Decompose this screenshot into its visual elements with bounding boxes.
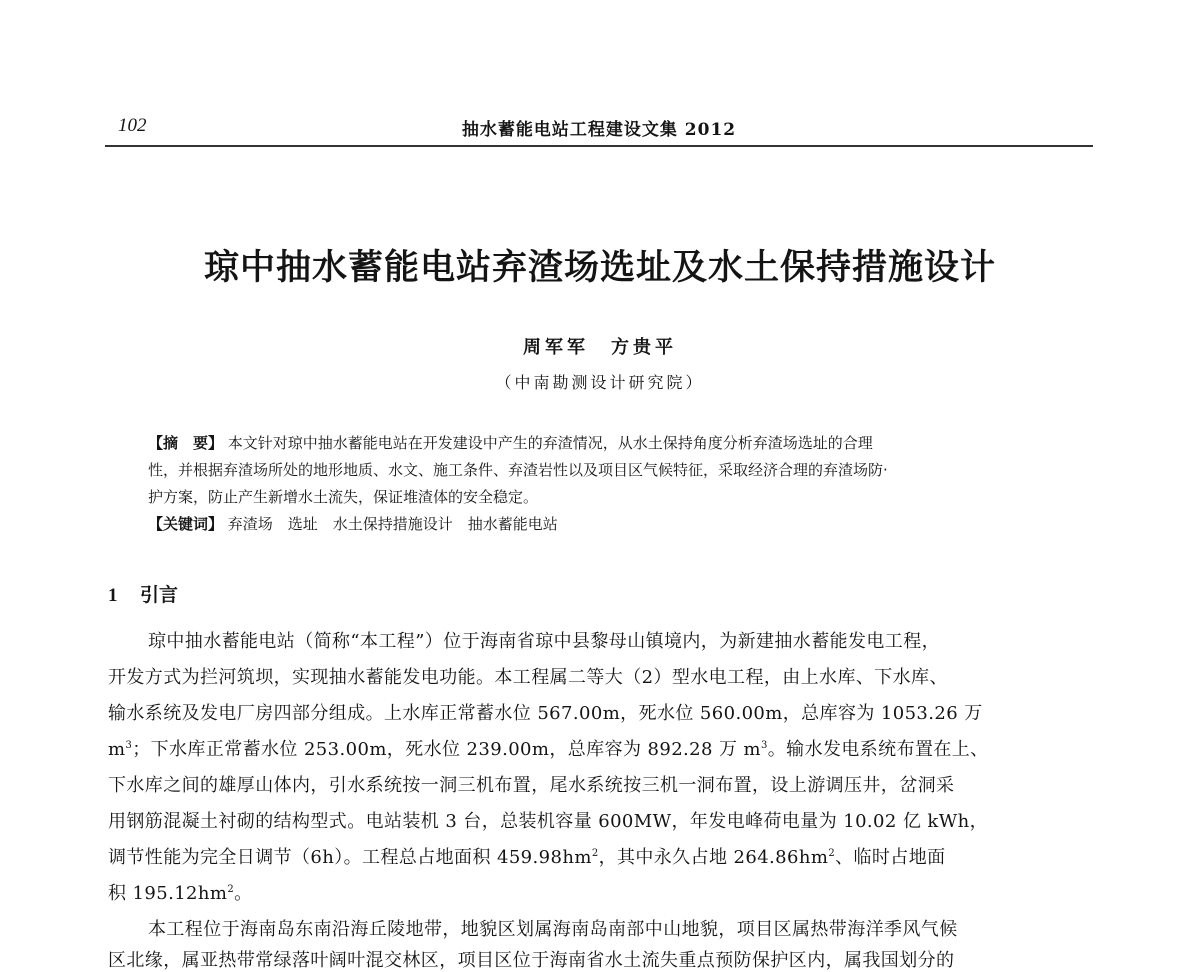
text: 、临时占地面 [835,847,946,868]
body-line: 输水系统及发电厂房四部分组成。上水库正常蓄水位 567.00m，死水位 560.00m，总库容为 1053.26 万 [108,703,983,724]
section-title: 引言 [140,584,179,606]
body-line: 下水库之间的雄厚山体内，引水系统按一洞三机布置，尾水系统按三机一洞布置，设上游调压井，岔洞采 [108,775,955,796]
journal-title: 抽水蓄能电站工程建设文集 2012 [461,120,737,140]
abstract-line-3: 护方案，防止产生新增水土流失，保证堆渣体的安全稳定。 [148,488,539,506]
superscript: 2 [828,848,836,859]
paper-title: 琼中抽水蓄能电站弃渣场选址及水土保持措施设计 [203,248,996,288]
text: ；下水库正常蓄水位 253.00m，死水位 239.00m，总库容为 892.28 万 m [132,739,761,760]
abstract-label: 【摘 要】 [148,434,224,452]
body-line [108,735,1093,761]
running-head [105,112,1093,142]
abstract-line-1 [148,430,1068,457]
abstract [148,430,1068,538]
text: ，其中永久占地 264.86hm [598,847,829,868]
affiliation: （中南勘测设计研究院） [495,373,705,392]
section-number: 1 [108,585,118,606]
authors: 周军军 方贵平 [523,337,677,358]
superscript: 3 [125,740,133,751]
abstract-text: 本文针对琼中抽水蓄能电站在开发建设中产生的弃渣情况，从水土保持角度分析弃渣场选址的合理 [227,434,873,452]
body-line: 区北缘，属亚热带常绿落叶阔叶混交林区，项目区位于海南省水土流失重点预防保护区内，属我国划分的 [108,950,955,971]
superscript: 2 [227,884,235,895]
body-line: 本工程位于海南岛东南沿海丘陵地带，地貌区划属海南岛南部中山地貌，项目区属热带海洋季风气候 [148,919,958,940]
body-line: 琼中抽水蓄能电站（简称“本工程”）位于海南省琼中县黎母山镇境内，为新建抽水蓄能发电工程， [148,631,940,652]
text: m [108,739,126,760]
body-line [108,879,1093,905]
section-heading [108,580,178,607]
body-line: 开发方式为拦河筑坝，实现抽水蓄能发电功能。本工程属二等大（2）型水电工程，由上水库、下水库、 [108,667,948,688]
text: 调节性能为完全日调节（6h）。工程总占地面积 459.98hm [108,847,592,868]
superscript: 3 [761,740,768,751]
page-number: 102 [118,115,147,136]
keywords-label: 【关键词】 [148,515,224,533]
body-line [108,843,1093,869]
text: 。输水发电系统布置在上、 [767,739,989,760]
header-rule [105,145,1093,147]
text: 。 [234,883,253,904]
abstract-line-2: 性，并根据弃渣场所处的地形地质、水文、施工条件、弃渣岩性以及项目区气候特征，采取经济合理的弃渣场防· [148,461,888,479]
superscript: 2 [591,848,599,859]
body-line: 用钢筋混凝土衬砌的结构型式。电站装机 3 台，总装机容量 600MW，年发电峰荷电量为 10.02 亿 kWh， [108,811,988,832]
keywords [148,511,1068,538]
text: 积 195.12hm [108,883,228,904]
keywords-text: 弃渣场 选址 水土保持措施设计 抽水蓄能电站 [227,515,558,533]
